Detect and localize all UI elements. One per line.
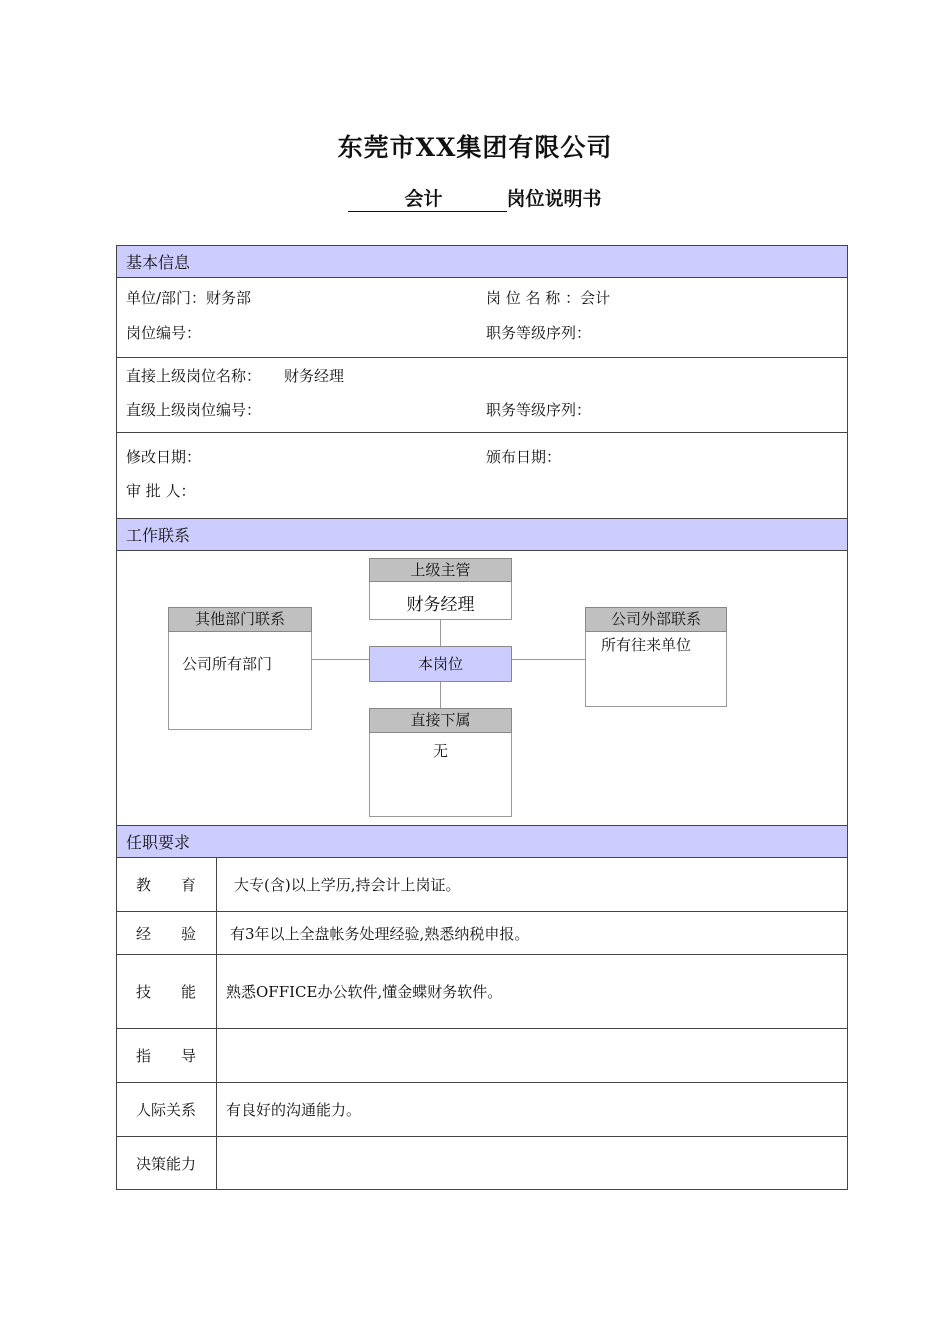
table-row [116, 1028, 848, 1082]
connector-line [440, 620, 441, 646]
row-label: 指 导 [116, 1029, 217, 1082]
table-row [116, 1136, 848, 1190]
other-dept-box-content: 公司所有部门 [182, 655, 273, 673]
table-row [116, 911, 848, 954]
connector-line [312, 659, 369, 660]
grade-label-1: 职务等级序列： [486, 324, 592, 342]
superior-box-content: 财务经理 [406, 595, 475, 615]
row-label: 经 验 [116, 912, 217, 954]
table-row [116, 1082, 848, 1136]
row-label: 决策能力 [116, 1137, 217, 1190]
connector-line [440, 682, 441, 708]
position-name: 会计 [404, 188, 443, 210]
publish-date-label: 颁布日期： [486, 448, 562, 466]
company-title: 东莞市XX集团有限公司 [337, 133, 613, 162]
grade-label-2: 职务等级序列： [486, 401, 592, 419]
superior-code-label: 直级上级岗位编号： [126, 401, 262, 419]
subordinate-box-title: 直接下属 [369, 708, 512, 733]
modify-date-label: 修改日期： [126, 448, 202, 466]
unit-label: 单位/部门：财务部 [126, 289, 252, 307]
post-code-label: 岗位编号： [126, 324, 202, 342]
divider [116, 357, 848, 358]
external-box-content: 所有往来单位 [601, 636, 692, 654]
section-header-relations: 工作联系 [116, 518, 848, 551]
row-label: 技 能 [116, 955, 217, 1028]
row-label: 教 育 [116, 858, 217, 911]
subordinate-box-content: 无 [432, 742, 448, 760]
superior-label: 直接上级岗位名称： [126, 367, 262, 385]
table-row [116, 857, 848, 911]
section-header-requirements: 任职要求 [116, 825, 848, 858]
superior-box-title: 上级主管 [369, 558, 512, 582]
table-row [116, 954, 848, 1028]
row-value: 熟悉OFFICE办公软件,懂金蝶财务软件。 [226, 983, 503, 1001]
position-blank [348, 187, 506, 212]
row-label: 人际关系 [116, 1083, 217, 1136]
subtitle-suffix: 岗位说明书 [506, 188, 602, 210]
section-header-basic: 基本信息 [116, 245, 848, 278]
approver-label: 审 批 人： [126, 482, 196, 500]
row-value: 有3年以上全盘帐务处理经验,熟悉纳税申报。 [230, 924, 530, 943]
divider [116, 432, 848, 433]
superior-value: 财务经理 [284, 367, 345, 385]
external-box-title: 公司外部联系 [585, 607, 727, 632]
post-name-label: 岗 位 名 称 ：会计 [486, 289, 611, 307]
other-dept-box-title: 其他部门联系 [168, 607, 312, 632]
row-value: 大专(含)以上学历,持会计上岗证。 [234, 876, 461, 894]
row-value: 有良好的沟通能力。 [226, 1101, 362, 1119]
connector-line [512, 659, 585, 660]
document-subtitle [0, 184, 950, 212]
this-position-box: 本岗位 [369, 646, 512, 682]
